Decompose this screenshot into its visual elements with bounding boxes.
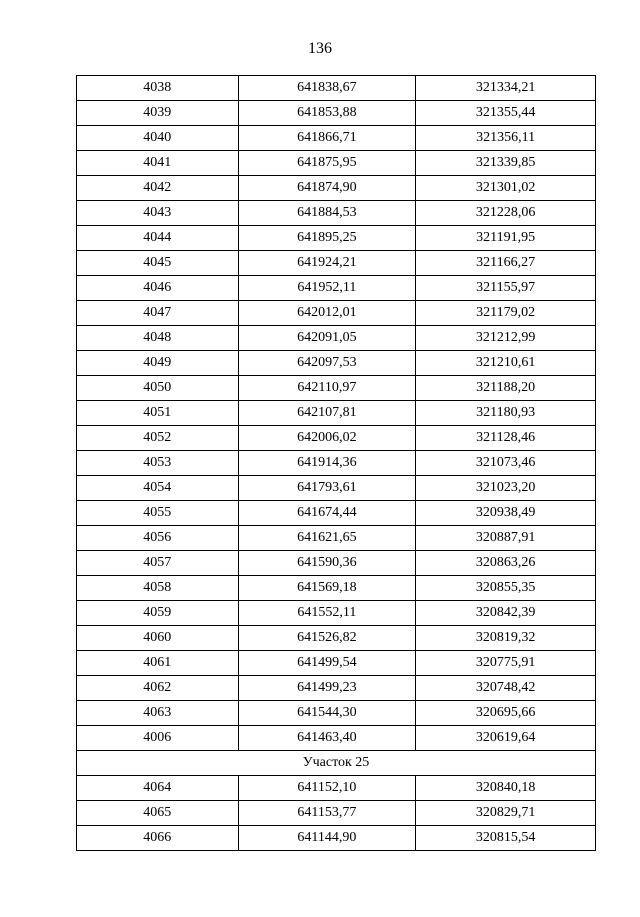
y-coordinate-cell: 321355,44 <box>416 101 596 126</box>
y-coordinate-cell: 321191,95 <box>416 226 596 251</box>
x-coordinate-cell: 642012,01 <box>238 301 416 326</box>
point-number-cell: 4059 <box>77 601 239 626</box>
y-coordinate-cell: 321301,02 <box>416 176 596 201</box>
y-coordinate-cell: 320619,64 <box>416 726 596 751</box>
y-coordinate-cell: 320829,71 <box>416 801 596 826</box>
x-coordinate-cell: 641674,44 <box>238 501 416 526</box>
x-coordinate-cell: 641144,90 <box>238 826 416 851</box>
y-coordinate-cell: 320695,66 <box>416 701 596 726</box>
table-row <box>77 651 596 676</box>
y-coordinate-cell: 321188,20 <box>416 376 596 401</box>
x-coordinate-cell: 641552,11 <box>238 601 416 626</box>
y-coordinate-cell: 321180,93 <box>416 401 596 426</box>
table-row <box>77 201 596 226</box>
table-row <box>77 351 596 376</box>
y-coordinate-cell: 321356,11 <box>416 126 596 151</box>
y-coordinate-cell: 320887,91 <box>416 526 596 551</box>
point-number-cell: 4064 <box>77 776 239 801</box>
table-row <box>77 551 596 576</box>
x-coordinate-cell: 642110,97 <box>238 376 416 401</box>
point-number-cell: 4039 <box>77 101 239 126</box>
x-coordinate-cell: 641499,23 <box>238 676 416 701</box>
point-number-cell: 4061 <box>77 651 239 676</box>
point-number-cell: 4065 <box>77 801 239 826</box>
table-row <box>77 776 596 801</box>
x-coordinate-cell: 642091,05 <box>238 326 416 351</box>
y-coordinate-cell: 321128,46 <box>416 426 596 451</box>
point-number-cell: 4040 <box>77 126 239 151</box>
x-coordinate-cell: 641153,77 <box>238 801 416 826</box>
point-number-cell: 4056 <box>77 526 239 551</box>
table-body-after <box>77 776 596 851</box>
point-number-cell: 4063 <box>77 701 239 726</box>
x-coordinate-cell: 641914,36 <box>238 451 416 476</box>
x-coordinate-cell: 641924,21 <box>238 251 416 276</box>
y-coordinate-cell: 321334,21 <box>416 76 596 101</box>
point-number-cell: 4049 <box>77 351 239 376</box>
table-row <box>77 76 596 101</box>
point-number-cell: 4052 <box>77 426 239 451</box>
point-number-cell: 4047 <box>77 301 239 326</box>
point-number-cell: 4054 <box>77 476 239 501</box>
x-coordinate-cell: 641884,53 <box>238 201 416 226</box>
y-coordinate-cell: 321212,99 <box>416 326 596 351</box>
x-coordinate-cell: 641874,90 <box>238 176 416 201</box>
point-number-cell: 4066 <box>77 826 239 851</box>
section-header-body <box>77 751 596 776</box>
x-coordinate-cell: 641499,54 <box>238 651 416 676</box>
table-row <box>77 276 596 301</box>
point-number-cell: 4060 <box>77 626 239 651</box>
x-coordinate-cell: 641544,30 <box>238 701 416 726</box>
y-coordinate-cell: 320840,18 <box>416 776 596 801</box>
table-row <box>77 601 596 626</box>
point-number-cell: 4046 <box>77 276 239 301</box>
table-row <box>77 476 596 501</box>
x-coordinate-cell: 641569,18 <box>238 576 416 601</box>
x-coordinate-cell: 641853,88 <box>238 101 416 126</box>
table-row <box>77 101 596 126</box>
point-number-cell: 4051 <box>77 401 239 426</box>
x-coordinate-cell: 641621,65 <box>238 526 416 551</box>
table-row <box>77 501 596 526</box>
y-coordinate-cell: 320815,54 <box>416 826 596 851</box>
x-coordinate-cell: 642097,53 <box>238 351 416 376</box>
table-row <box>77 226 596 251</box>
point-number-cell: 4041 <box>77 151 239 176</box>
table-row <box>77 251 596 276</box>
y-coordinate-cell: 320855,35 <box>416 576 596 601</box>
point-number-cell: 4048 <box>77 326 239 351</box>
section-header-row <box>77 751 596 776</box>
y-coordinate-cell: 320775,91 <box>416 651 596 676</box>
x-coordinate-cell: 641895,25 <box>238 226 416 251</box>
table-row <box>77 126 596 151</box>
x-coordinate-cell: 642006,02 <box>238 426 416 451</box>
table-body-before <box>77 76 596 751</box>
y-coordinate-cell: 321023,20 <box>416 476 596 501</box>
x-coordinate-cell: 641952,11 <box>238 276 416 301</box>
point-number-cell: 4006 <box>77 726 239 751</box>
point-number-cell: 4038 <box>77 76 239 101</box>
table-row <box>77 726 596 751</box>
y-coordinate-cell: 321166,27 <box>416 251 596 276</box>
x-coordinate-cell: 641463,40 <box>238 726 416 751</box>
table-row <box>77 576 596 601</box>
table-row <box>77 426 596 451</box>
table-row <box>77 451 596 476</box>
x-coordinate-cell: 641590,36 <box>238 551 416 576</box>
y-coordinate-cell: 321228,06 <box>416 201 596 226</box>
x-coordinate-cell: 641793,61 <box>238 476 416 501</box>
table-row <box>77 526 596 551</box>
table-row <box>77 176 596 201</box>
y-coordinate-cell: 321179,02 <box>416 301 596 326</box>
point-number-cell: 4057 <box>77 551 239 576</box>
table-row <box>77 301 596 326</box>
table-row <box>77 376 596 401</box>
x-coordinate-cell: 642107,81 <box>238 401 416 426</box>
y-coordinate-cell: 320819,32 <box>416 626 596 651</box>
table-row <box>77 326 596 351</box>
point-number-cell: 4042 <box>77 176 239 201</box>
section-title: Участок 25 <box>77 751 596 776</box>
y-coordinate-cell: 320748,42 <box>416 676 596 701</box>
point-number-cell: 4058 <box>77 576 239 601</box>
table-row <box>77 151 596 176</box>
coordinates-table <box>76 75 596 851</box>
y-coordinate-cell: 321155,97 <box>416 276 596 301</box>
x-coordinate-cell: 641866,71 <box>238 126 416 151</box>
y-coordinate-cell: 321339,85 <box>416 151 596 176</box>
y-coordinate-cell: 321210,61 <box>416 351 596 376</box>
x-coordinate-cell: 641875,95 <box>238 151 416 176</box>
table-row <box>77 401 596 426</box>
table-row <box>77 676 596 701</box>
x-coordinate-cell: 641152,10 <box>238 776 416 801</box>
table-row <box>77 701 596 726</box>
y-coordinate-cell: 321073,46 <box>416 451 596 476</box>
table-row <box>77 826 596 851</box>
point-number-cell: 4043 <box>77 201 239 226</box>
point-number-cell: 4053 <box>77 451 239 476</box>
point-number-cell: 4044 <box>77 226 239 251</box>
table-row <box>77 801 596 826</box>
point-number-cell: 4062 <box>77 676 239 701</box>
point-number-cell: 4045 <box>77 251 239 276</box>
y-coordinate-cell: 320842,39 <box>416 601 596 626</box>
y-coordinate-cell: 320863,26 <box>416 551 596 576</box>
point-number-cell: 4050 <box>77 376 239 401</box>
x-coordinate-cell: 641526,82 <box>238 626 416 651</box>
page-number: 136 <box>308 40 332 57</box>
y-coordinate-cell: 320938,49 <box>416 501 596 526</box>
point-number-cell: 4055 <box>77 501 239 526</box>
table-row <box>77 626 596 651</box>
x-coordinate-cell: 641838,67 <box>238 76 416 101</box>
